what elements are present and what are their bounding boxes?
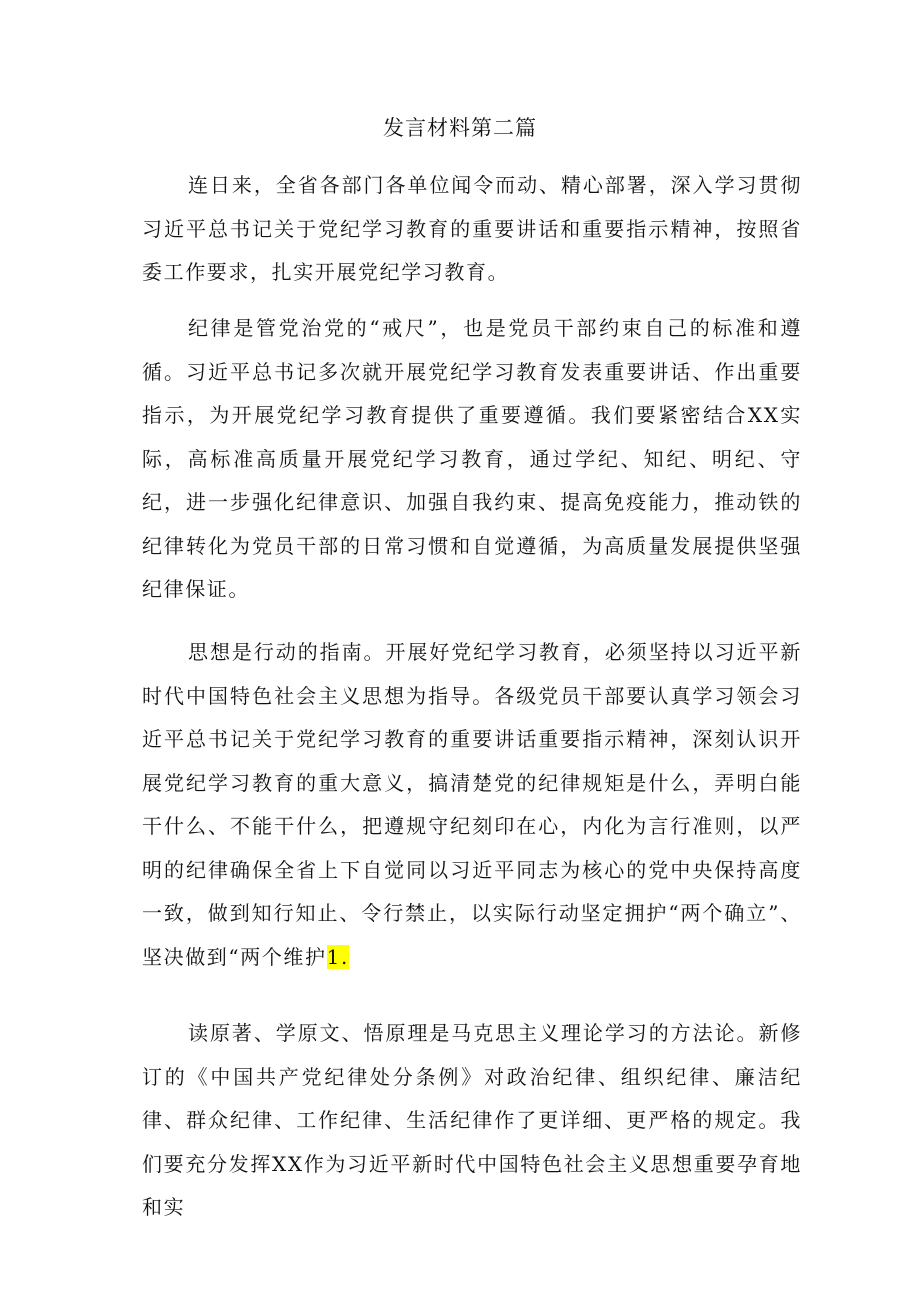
paragraph-4-text: 读原著、学原文、悟原理是马克思主义理论学习的方法论。新修订的《中国共产党纪律处分条例》对政治纪律、组织纪律、廉洁纪律、群众纪律、工作纪律、生活纪律作了更详细、更严格的规定。我们要充分发挥XX作为习近平新时代中国特色社会主义思想重要孕育地和实 (142, 1021, 802, 1219)
paragraph-3-text: 思想是行动的指南。开展好党纪学习教育，必须坚持以习近平新时代中国特色社会主义思想为指导。各级党员干部要认真学习领会习近平总书记关于党纪学习教育的重要讲话重要指示精神，深刻认识开展党纪学习教育的重大意义，搞清楚党的纪律规矩是什么，弄明白能干什么、不能干什么，把遵规守纪刻印在心，内化为言行准则，以严明的纪律确保全省上下自觉同以习近平同志为核心的党中央保持高度一致，做到知行知止、令行禁止，以实际行动坚定拥护“两个确立”、坚决做到“两个维护 (142, 640, 802, 969)
paragraph-2-text: 纪律是管党治党的“戒尺”，也是党员干部约束自己的标准和遵循。习近平总书记多次就开展党纪学习教育发表重要讲话、作出重要指示，为开展党纪学习教育提供了重要遵循。我们要紧密结合XX实际，高标准高质量开展党纪学习教育，通过学纪、知纪、明纪、守纪，进一步强化纪律意识、加强自我约束、提高免疫能力，推动铁的纪律转化为党员干部的日常习惯和自觉遵循，为高质量发展提供坚强纪律保证。 (142, 316, 802, 601)
document-title: 发言材料第二篇 (383, 116, 537, 140)
paragraph-4 (142, 1012, 802, 1230)
paragraph-1 (142, 164, 802, 295)
paragraph-2 (142, 307, 802, 612)
highlighted-text: 1. (326, 944, 349, 969)
paragraph-3 (142, 631, 802, 979)
paragraph-1-text: 连日来，全省各部门各单位闻令而动、精心部署，深入学习贯彻习近平总书记关于党纪学习教育的重要讲话和重要指示精神，按照省委工作要求，扎实开展党纪学习教育。 (142, 173, 802, 284)
